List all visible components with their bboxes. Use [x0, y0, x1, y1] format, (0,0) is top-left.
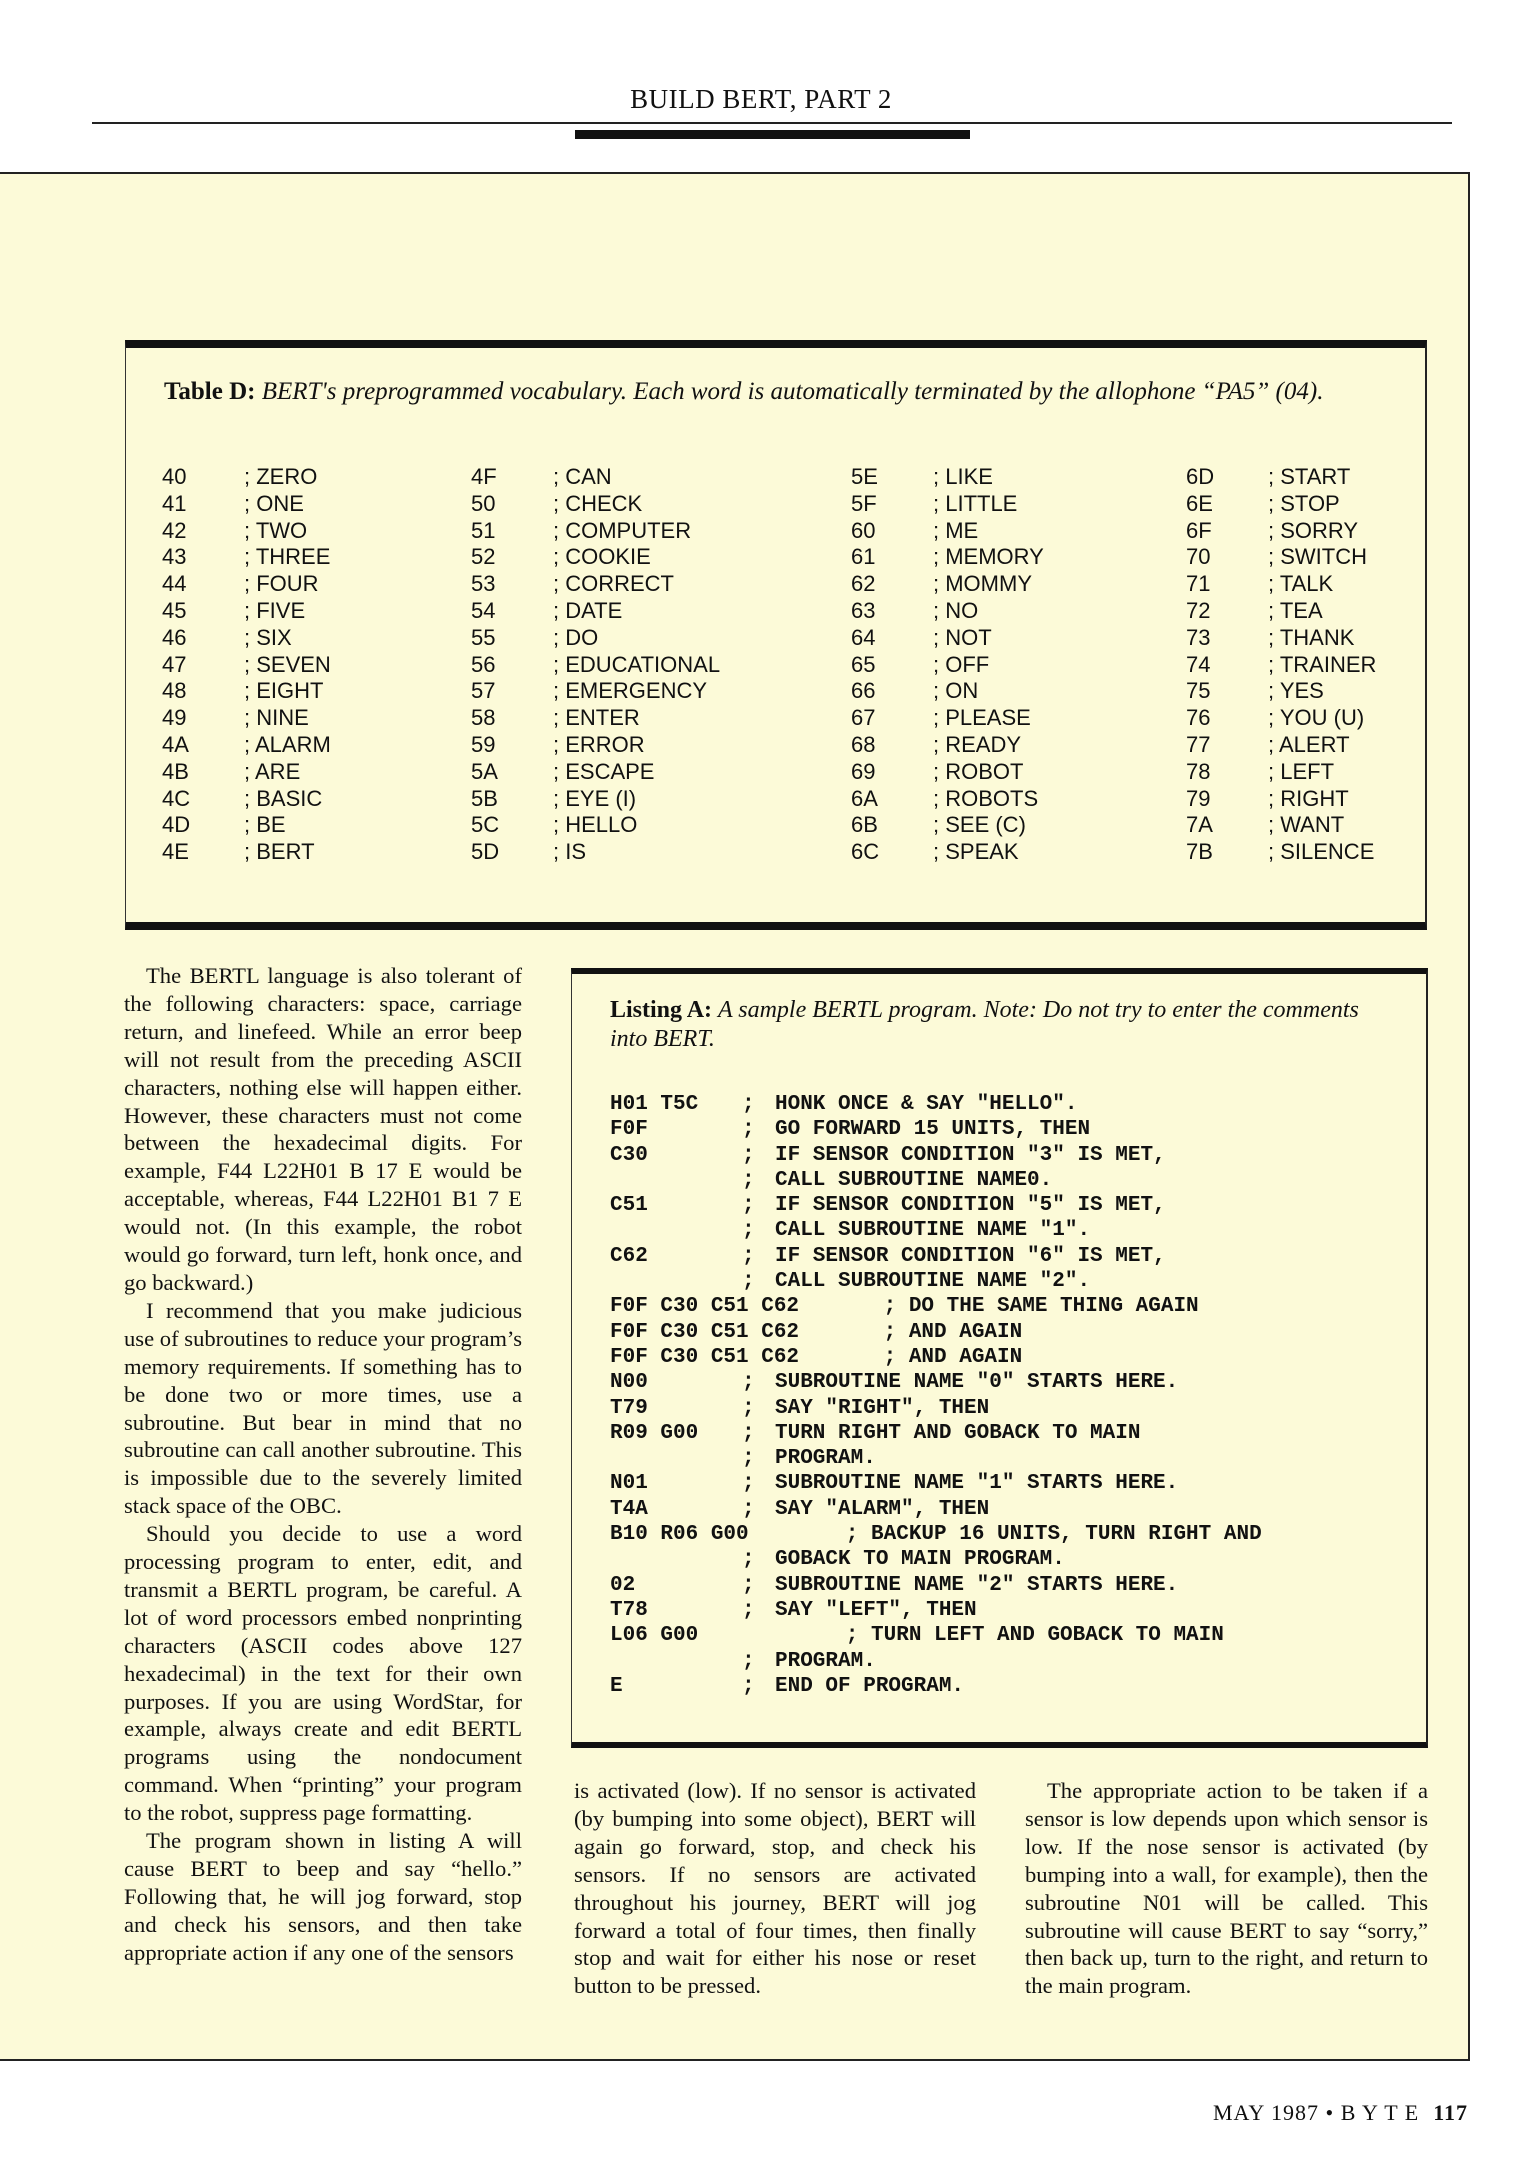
- code-semicolon: ;: [742, 1548, 755, 1572]
- vocab-code: 71: [1186, 571, 1211, 597]
- code-semicolon: ;: [742, 1093, 755, 1116]
- code-line: [610, 1193, 1410, 1218]
- vocab-word: ; WANT: [1268, 812, 1345, 838]
- vocab-word: ; BE: [244, 812, 286, 838]
- page-footer: [1213, 2100, 1468, 2126]
- table-d-caption-text: BERT's preprogrammed vocabulary. Each word is automatically terminated by the allophone “PA5” (04).: [261, 378, 1324, 405]
- code-comment: GO FORWARD 15 UNITS, THEN: [775, 1118, 1091, 1142]
- code-line: [610, 1598, 1410, 1623]
- vocab-code: 54: [471, 597, 496, 623]
- table-d: [125, 340, 1427, 930]
- vocab-word: ; ONE: [244, 490, 304, 516]
- vocab-code: 73: [1186, 624, 1211, 650]
- code-instruction: C51: [610, 1194, 648, 1218]
- code-line: [610, 1421, 1410, 1446]
- vocab-word: ; ME: [933, 517, 979, 543]
- code-comment: CALL SUBROUTINE NAME "2".: [775, 1270, 1091, 1294]
- vocab-code: 68: [851, 731, 876, 757]
- vocab-code: 78: [1186, 758, 1211, 784]
- header-bar: [575, 130, 970, 139]
- vocab-code: 58: [471, 705, 496, 731]
- code-comment: GOBACK TO MAIN PROGRAM.: [775, 1548, 1065, 1572]
- vocab-word: ; DO: [553, 624, 599, 650]
- page-number: 117: [1433, 2100, 1468, 2125]
- code-instruction: C62: [610, 1244, 648, 1268]
- code-comment: ; TURN LEFT AND GOBACK TO MAIN: [808, 1624, 1224, 1648]
- paragraph: I recommend that you make judicious use of subroutines to reduce your program’s memory requirements. If something has to be done two or more times, use a subroutine. But bear in mind that no subroutine can call another subroutine. This is impossible due to the severely limited stack space of the OBC.: [124, 1297, 522, 1519]
- code-line: [610, 1522, 1410, 1547]
- vocab-code: 42: [162, 517, 187, 543]
- code-instruction: N00: [610, 1371, 648, 1395]
- paragraph: The program shown in listing A will cause BERT to beep and say “hello.” Following that, he will jog forward, stop and check his sensors, and then take appropriate action if any one of the sensors: [124, 1828, 522, 1965]
- vocab-code: 65: [851, 651, 876, 677]
- vocab-code: 45: [162, 597, 187, 623]
- issue-line: MAY 1987 • B Y T E: [1212, 2100, 1420, 2125]
- vocab-word: ; CORRECT: [553, 571, 674, 597]
- code-comment: PROGRAM.: [775, 1649, 876, 1673]
- vocab-word: ; SORRY: [1268, 517, 1359, 543]
- vocab-code: 4C: [162, 785, 191, 811]
- vocab-word: ; ROBOTS: [933, 785, 1039, 811]
- vocab-code: 5F: [851, 490, 877, 516]
- vocab-word: ; SPEAK: [933, 839, 1019, 865]
- vocab-code: 48: [162, 678, 187, 704]
- table-d-label: Table D:: [164, 378, 256, 405]
- code-semicolon: ;: [742, 1244, 755, 1268]
- vocab-code: 62: [851, 571, 876, 597]
- vocab-word: ; FOUR: [244, 571, 319, 597]
- header-rule: [92, 122, 1452, 124]
- vocab-word: ; HELLO: [553, 812, 638, 838]
- vocab-word: ; SWITCH: [1268, 544, 1367, 570]
- code-line: [610, 1244, 1410, 1269]
- vocab-word: ; YOU (U): [1268, 705, 1365, 731]
- code-comment: HONK ONCE & SAY "HELLO".: [775, 1093, 1078, 1116]
- vocab-code: 47: [162, 651, 187, 677]
- vocab-code: 59: [471, 731, 496, 757]
- vocab-word: ; ENTER: [553, 705, 640, 731]
- code-comment: IF SENSOR CONDITION "3" IS MET,: [775, 1143, 1166, 1167]
- vocab-code: 77: [1186, 731, 1211, 757]
- vocab-word: ; SIX: [244, 624, 292, 650]
- vocab-word: ; ARE: [244, 758, 301, 784]
- code-semicolon: ;: [742, 1421, 755, 1445]
- vocab-word: ; EDUCATIONAL: [553, 651, 721, 677]
- vocab-code: 5D: [471, 839, 500, 865]
- vocab-word: ; BASIC: [244, 785, 323, 811]
- code-comment: SAY "ALARM", THEN: [775, 1497, 990, 1521]
- vocab-word: ; NINE: [244, 705, 309, 731]
- vocab-word: ; TALK: [1268, 571, 1334, 597]
- paragraph: The BERTL language is also tolerant of the following characters: space, carriage return, and linefeed. While an error beep will not result from the preceding ASCII characters, nothing else will happen either. However, these characters must not come between the hexadecimal digits. For example, F44 L22H01 B 17 E would be acceptable, whereas, F44 L22H01 B1 7 E would not. (In this example, the robot would go forward, turn left, honk once, and go backward.): [124, 963, 522, 1295]
- code-comment: ; DO THE SAME THING AGAIN: [808, 1295, 1199, 1319]
- code-line: [610, 1143, 1410, 1168]
- vocab-word: ; COOKIE: [553, 544, 651, 570]
- vocab-code: 69: [851, 758, 876, 784]
- vocab-code: 46: [162, 624, 187, 650]
- code-comment: ; AND AGAIN: [808, 1320, 1023, 1344]
- code-instruction: C30: [610, 1143, 648, 1167]
- vocab-word: ; MOMMY: [933, 571, 1032, 597]
- vocab-word: ; FIVE: [244, 597, 306, 623]
- vocab-code: 60: [851, 517, 876, 543]
- code-comment: ; AND AGAIN: [808, 1345, 1023, 1369]
- code-instruction: T4A: [610, 1497, 648, 1521]
- vocab-code: 6C: [851, 839, 880, 865]
- code-line: [610, 1370, 1410, 1395]
- vocab-word: ; READY: [933, 731, 1022, 757]
- vocab-word: ; LITTLE: [933, 490, 1018, 516]
- vocab-word: ; ALERT: [1268, 731, 1350, 757]
- vocab-word: ; MEMORY: [933, 544, 1044, 570]
- vocab-word: ; NO: [933, 597, 979, 623]
- vocab-code: 55: [471, 624, 496, 650]
- vocab-code: 56: [471, 651, 496, 677]
- vocab-code: 7A: [1186, 812, 1213, 838]
- vocab-word: ; YES: [1268, 678, 1324, 704]
- vocab-word: ; START: [1268, 464, 1351, 489]
- code-instruction: E: [610, 1674, 623, 1698]
- vocab-word: ; SEVEN: [244, 651, 331, 677]
- vocab-word: ; BERT: [244, 839, 315, 865]
- vocab-word: ; TEA: [1268, 597, 1323, 623]
- code-instruction: R09 G00: [610, 1421, 699, 1445]
- code-line: [610, 1345, 1410, 1370]
- vocab-code: 4A: [162, 731, 189, 757]
- vocab-code: 4E: [162, 839, 189, 865]
- code-line: [610, 1117, 1410, 1142]
- code-comment: SAY "RIGHT", THEN: [775, 1396, 990, 1420]
- vocab-word: ; ALARM: [244, 731, 331, 757]
- code-instruction: F0F C30 C51 C62: [610, 1345, 800, 1369]
- code-semicolon: ;: [742, 1472, 755, 1496]
- code-semicolon: ;: [742, 1270, 755, 1294]
- vocab-code: 6B: [851, 812, 878, 838]
- vocab-word: ; RIGHT: [1268, 785, 1349, 811]
- code-semicolon: ;: [742, 1573, 755, 1597]
- vocab-code: 57: [471, 678, 496, 704]
- vocab-code: 53: [471, 571, 496, 597]
- code-instruction: T79: [610, 1396, 648, 1420]
- vocab-code: 5A: [471, 758, 498, 784]
- code-line: [610, 1168, 1410, 1193]
- code-line: [610, 1218, 1410, 1243]
- vocab-code: 79: [1186, 785, 1211, 811]
- vocab-word: ; CHECK: [553, 490, 643, 516]
- vocab-code: 41: [162, 490, 187, 516]
- code-comment: SAY "LEFT", THEN: [775, 1598, 977, 1622]
- code-line: [610, 1573, 1410, 1598]
- vocab-code: 43: [162, 544, 187, 570]
- code-line: [610, 1623, 1410, 1648]
- code-semicolon: ;: [742, 1674, 755, 1698]
- table-d-caption: [164, 378, 1404, 406]
- code-instruction: F0F C30 C51 C62: [610, 1295, 800, 1319]
- vocab-word: ; ESCAPE: [553, 758, 655, 784]
- code-semicolon: ;: [742, 1118, 755, 1142]
- code-line: [610, 1396, 1410, 1421]
- vocab-word: ; DATE: [553, 597, 623, 623]
- vocab-code: 52: [471, 544, 496, 570]
- vocab-word: ; OFF: [933, 651, 990, 677]
- code-comment: SUBROUTINE NAME "1" STARTS HERE.: [775, 1472, 1179, 1496]
- vocab-word: ; IS: [553, 839, 587, 865]
- vocab-code: 5C: [471, 812, 500, 838]
- code-line: [610, 1269, 1410, 1294]
- vocab-word: ; NOT: [933, 624, 992, 650]
- vocab-code: 74: [1186, 651, 1211, 677]
- vocab-code: 5B: [471, 785, 498, 811]
- vocab-word: ; ZERO: [244, 464, 318, 489]
- code-line: [610, 1320, 1410, 1345]
- code-semicolon: ;: [742, 1396, 755, 1420]
- paragraph: is activated (low). If no sensor is activated (by bumping into some object), BERT will again go forward, stop, and check his sensors. If no sensors are activated throughout his journey, BERT will jog forward a total of four times, then finally stop and wait for either his nose or reset button to be pressed.: [574, 1778, 976, 1999]
- code-semicolon: ;: [742, 1194, 755, 1218]
- vocab-code: 51: [471, 517, 496, 543]
- code-line: [610, 1547, 1410, 1572]
- vocab-word: ; EMERGENCY: [553, 678, 708, 704]
- code-instruction: H01 T5C: [610, 1093, 699, 1116]
- code-semicolon: ;: [742, 1649, 755, 1673]
- code-instruction: F0F: [610, 1118, 648, 1142]
- vocab-word: ; THANK: [1268, 624, 1355, 650]
- vocab-word: ; TWO: [244, 517, 308, 543]
- code-line: [610, 1649, 1410, 1674]
- code-semicolon: ;: [742, 1168, 755, 1192]
- vocab-code: 76: [1186, 705, 1211, 731]
- vocab-code: 6A: [851, 785, 878, 811]
- code-instruction: 02: [610, 1573, 636, 1597]
- vocab-code: 4B: [162, 758, 189, 784]
- vocab-code: 61: [851, 544, 876, 570]
- code-listing: [610, 1092, 1410, 1699]
- code-comment: IF SENSOR CONDITION "6" IS MET,: [775, 1244, 1166, 1268]
- vocab-code: 49: [162, 705, 187, 731]
- right-column: [1025, 1777, 1428, 2000]
- vocab-word: ; SEE (C): [933, 812, 1026, 838]
- code-semicolon: ;: [742, 1598, 755, 1622]
- vocab-code: 6E: [1186, 490, 1213, 516]
- vocab-code: 4F: [471, 464, 497, 489]
- vocab-code: 7B: [1186, 839, 1213, 865]
- code-semicolon: ;: [742, 1371, 755, 1395]
- vocab-word: ; ON: [933, 678, 979, 704]
- code-line: [610, 1092, 1410, 1117]
- code-comment: TURN RIGHT AND GOBACK TO MAIN: [775, 1421, 1141, 1445]
- code-instruction: B10 R06 G00: [610, 1523, 749, 1547]
- vocab-word: ; COMPUTER: [553, 517, 692, 543]
- vocab-code: 6F: [1186, 517, 1212, 543]
- vocab-word: ; CAN: [553, 464, 612, 489]
- vocab-code: 75: [1186, 678, 1211, 704]
- code-semicolon: ;: [742, 1497, 755, 1521]
- vocab-code: 4D: [162, 812, 191, 838]
- vocab-word: ; LEFT: [1268, 758, 1335, 784]
- code-comment: SUBROUTINE NAME "2" STARTS HERE.: [775, 1573, 1179, 1597]
- listing-a: [571, 968, 1428, 1748]
- code-line: [610, 1674, 1410, 1699]
- code-comment: CALL SUBROUTINE NAME0.: [775, 1168, 1053, 1192]
- code-line: [610, 1471, 1410, 1496]
- vocab-word: ; ERROR: [553, 731, 645, 757]
- vocab-word: ; EYE (I): [553, 785, 637, 811]
- code-line: [610, 1294, 1410, 1319]
- vocab-word: ; ROBOT: [933, 758, 1024, 784]
- vocab-code: 66: [851, 678, 876, 704]
- vocab-word: ; TRAINER: [1268, 651, 1377, 677]
- code-comment: END OF PROGRAM.: [775, 1674, 965, 1698]
- vocab-word: ; LIKE: [933, 464, 993, 489]
- code-semicolon: ;: [742, 1219, 755, 1243]
- vocab-code: 6D: [1186, 464, 1215, 489]
- code-semicolon: ;: [742, 1143, 755, 1167]
- code-comment: IF SENSOR CONDITION "5" IS MET,: [775, 1194, 1166, 1218]
- vocab-code: 70: [1186, 544, 1211, 570]
- listing-a-caption: [610, 996, 1390, 1054]
- running-head: BUILD BERT, PART 2: [630, 84, 892, 114]
- middle-column: [574, 1777, 976, 2000]
- vocab-code: 44: [162, 571, 187, 597]
- code-instruction: T78: [610, 1598, 648, 1622]
- vocab-code: 67: [851, 705, 876, 731]
- listing-a-label: Listing A:: [610, 997, 713, 1023]
- vocab-code: 50: [471, 490, 496, 516]
- code-line: [610, 1497, 1410, 1522]
- code-comment: ; BACKUP 16 UNITS, TURN RIGHT AND: [808, 1523, 1262, 1547]
- code-instruction: L06 G00: [610, 1624, 699, 1648]
- vocab-code: 64: [851, 624, 876, 650]
- code-line: [610, 1446, 1410, 1471]
- vocab-code: 5E: [851, 464, 878, 489]
- vocab-word: ; SILENCE: [1268, 839, 1375, 865]
- paragraph: Should you decide to use a word processing program to enter, edit, and transmit a BERTL program, be careful. A lot of word processors embed nonprinting characters (ASCII codes above 127 hexadecimal) in the text for their own purposes. If you are using WordStar, for example, always create and edit BERTL programs using the nondocument command. When “printing” your program to the robot, suppress page formatting.: [124, 1521, 522, 1826]
- code-instruction: N01: [610, 1472, 648, 1496]
- vocab-code: 40: [162, 464, 187, 489]
- vocab-code: 72: [1186, 597, 1211, 623]
- vocab-word: ; STOP: [1268, 490, 1340, 516]
- listing-a-caption-text: A sample BERTL program. Note: Do not try to enter the comments into BERT.: [610, 997, 1359, 1052]
- paragraph: The appropriate action to be taken if a sensor is low depends upon which sensor is low. If the nose sensor is activated (by bumping into a wall, for example), then the subroutine N01 will be called. This subroutine will cause BERT to say “sorry,” then back up, turn to the right, and return to the main program.: [1025, 1778, 1428, 1999]
- code-semicolon: ;: [742, 1447, 755, 1471]
- code-comment: CALL SUBROUTINE NAME "1".: [775, 1219, 1091, 1243]
- left-column: [124, 962, 522, 1967]
- code-comment: PROGRAM.: [775, 1447, 876, 1471]
- vocab-word: ; PLEASE: [933, 705, 1031, 731]
- vocab-word: ; THREE: [244, 544, 331, 570]
- code-instruction: F0F C30 C51 C62: [610, 1320, 800, 1344]
- vocab-word: ; EIGHT: [244, 678, 324, 704]
- vocab-code: 63: [851, 597, 876, 623]
- code-comment: SUBROUTINE NAME "0" STARTS HERE.: [775, 1371, 1179, 1395]
